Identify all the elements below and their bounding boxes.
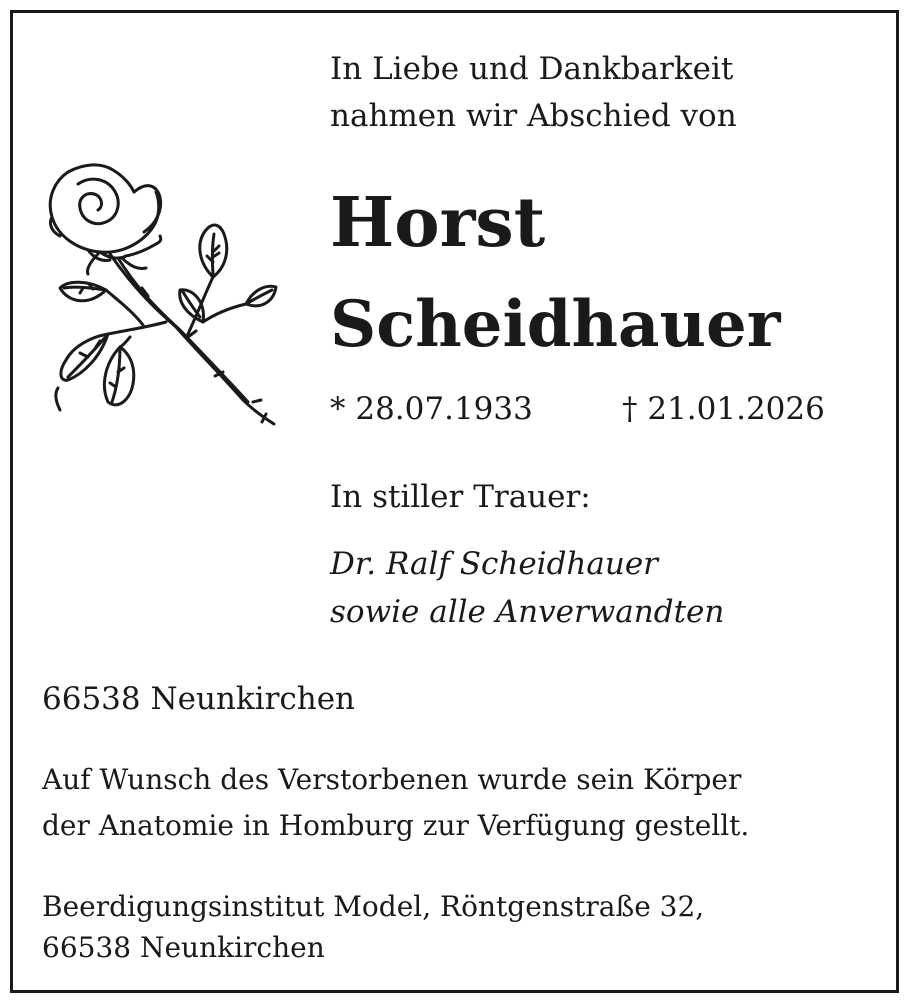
deceased-first-name: Horst (330, 183, 546, 263)
note-line-1: Auf Wunsch des Verstorbenen wurde sein Körper (42, 763, 742, 796)
mourner-line-1: Dr. Ralf Scheidhauer (330, 546, 658, 582)
location: 66538 Neunkirchen (42, 681, 356, 717)
rose-icon (38, 162, 280, 428)
funeral-home-line-1: Beerdigungsinstitut Model, Röntgenstraße 32, (42, 890, 705, 923)
intro-line-2: nahmen wir Abschied von (330, 98, 737, 134)
death-date: † 21.01.2026 (622, 391, 825, 427)
funeral-home-line-2: 66538 Neunkirchen (42, 931, 325, 964)
deceased-last-name: Scheidhauer (330, 287, 781, 362)
note-line-2: der Anatomie in Homburg zur Verfügung gestellt. (42, 809, 750, 842)
mourner-line-2: sowie alle Anverwandten (330, 594, 725, 630)
intro-line-1: In Liebe und Dankbarkeit (330, 51, 734, 87)
mourners-heading: In stiller Trauer: (330, 479, 591, 515)
birth-date: * 28.07.1933 (330, 391, 533, 427)
